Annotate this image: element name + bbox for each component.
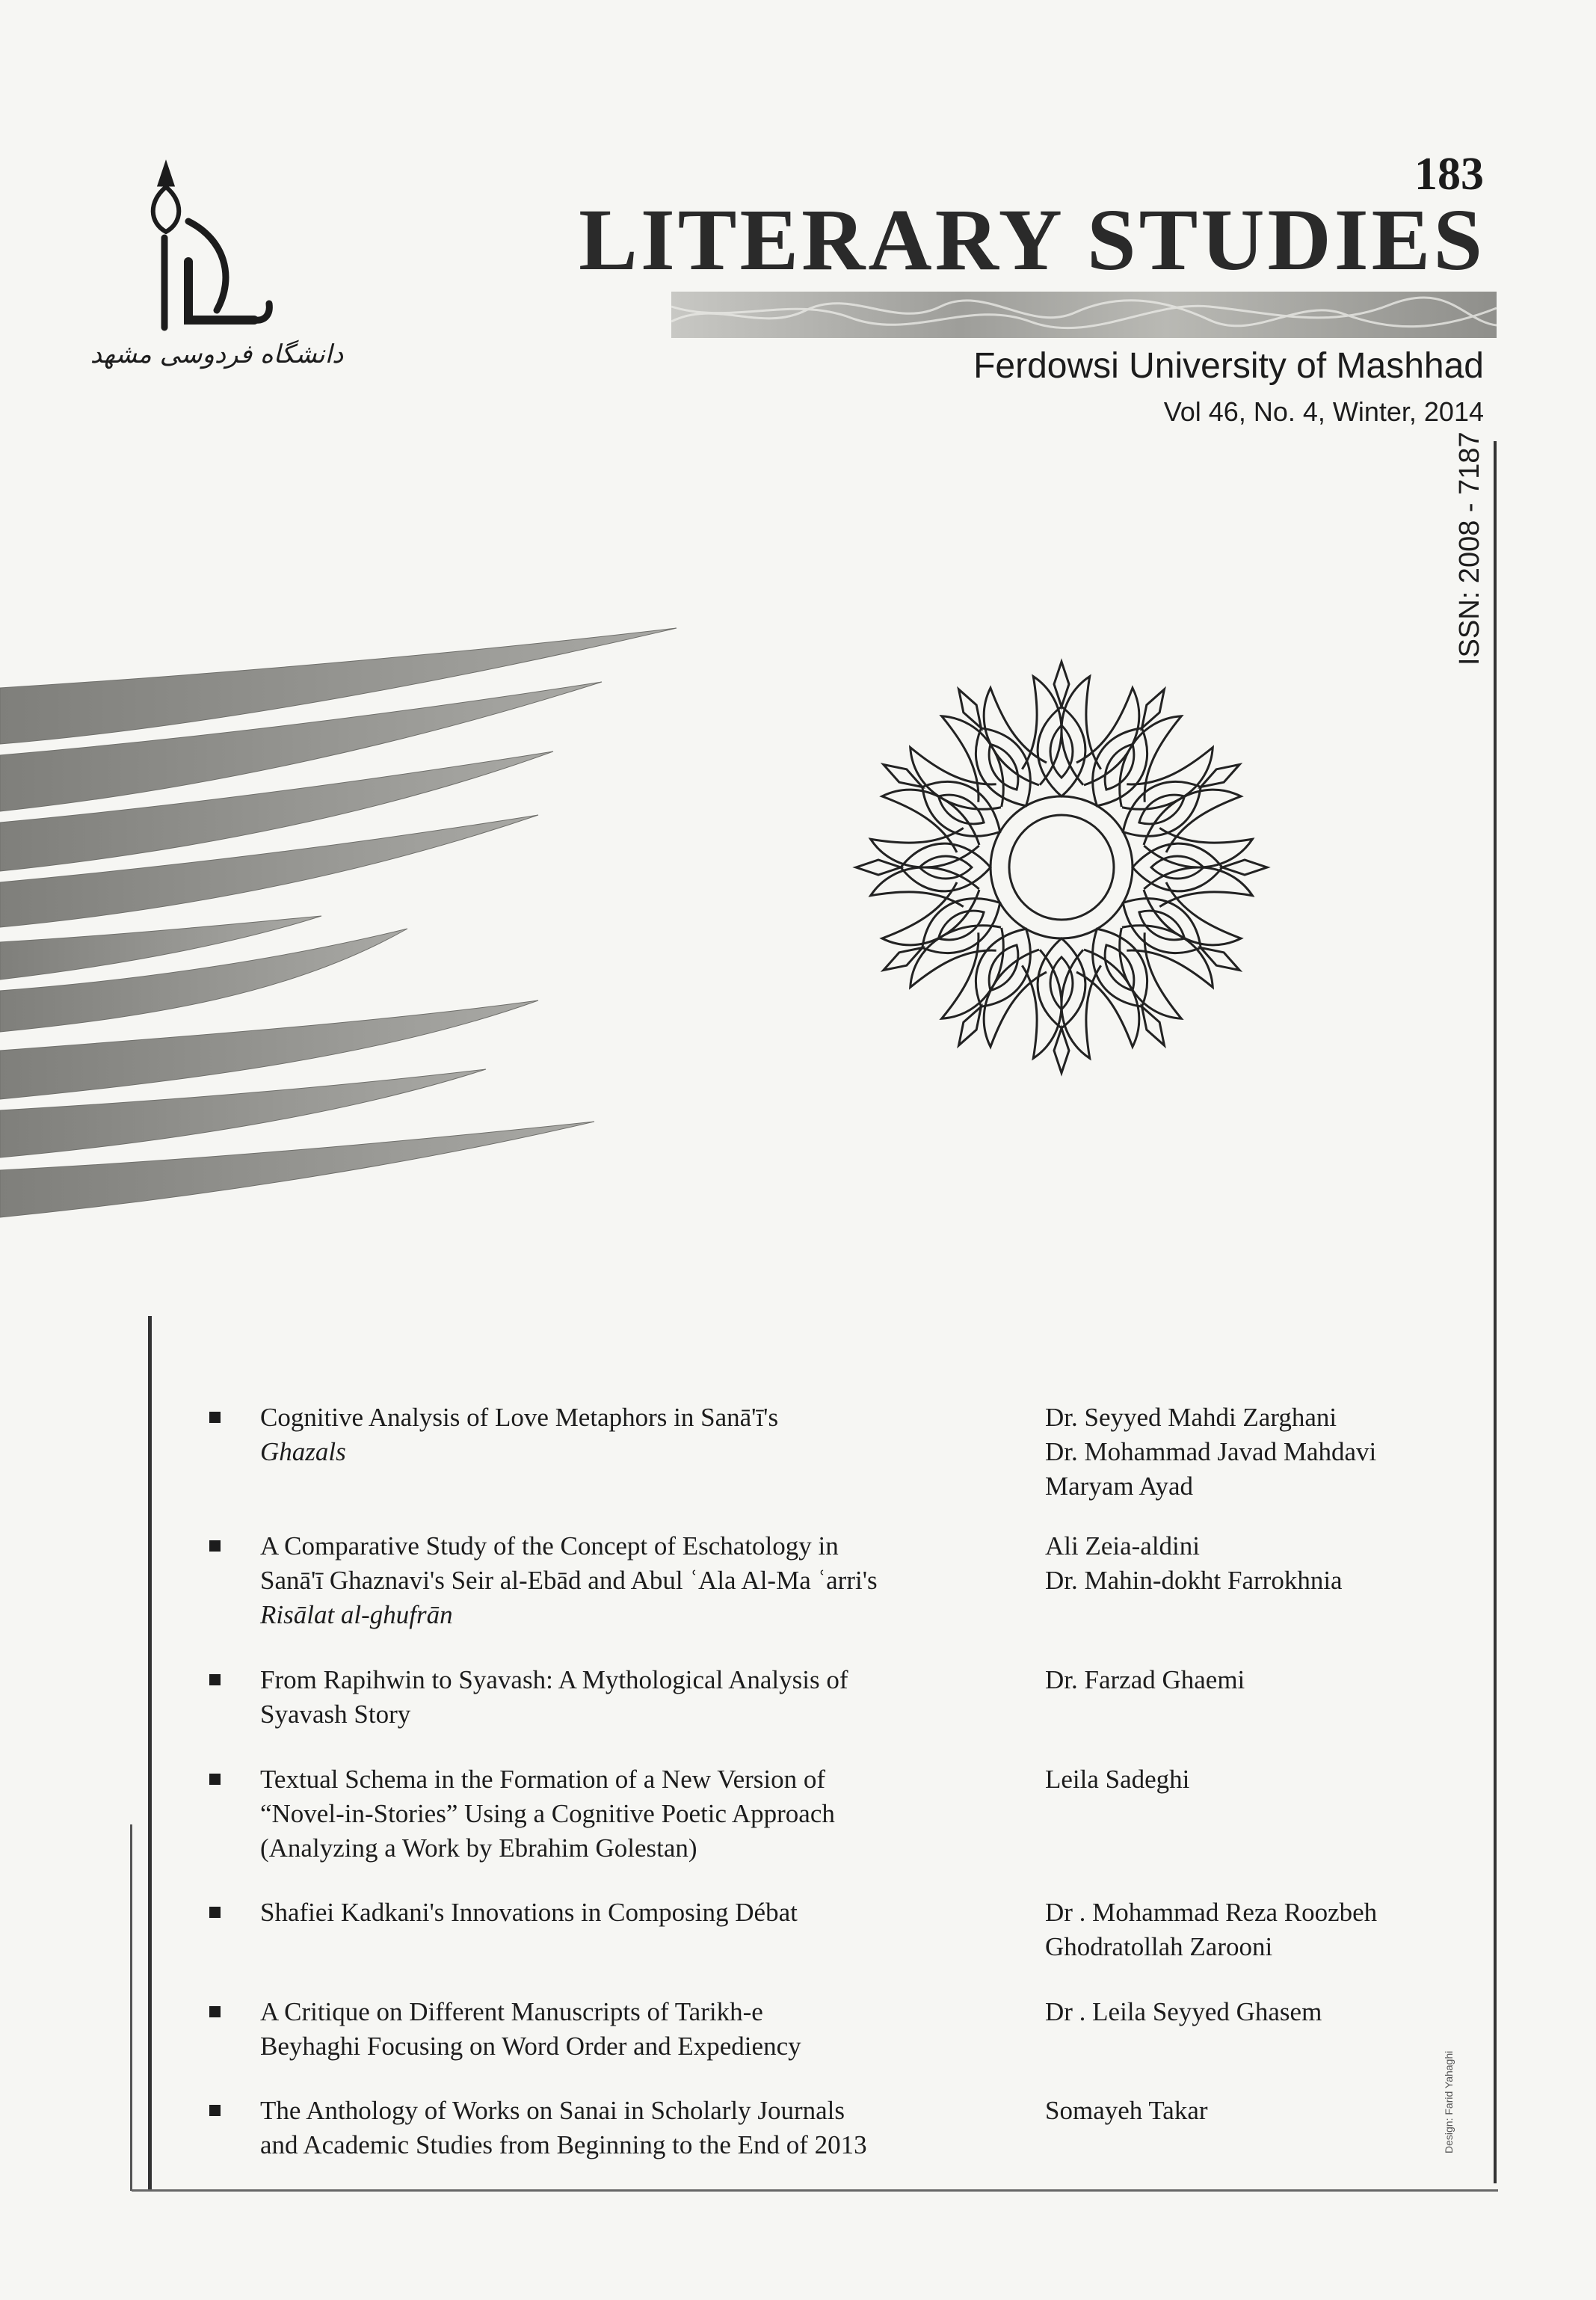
ornament-band bbox=[671, 292, 1497, 338]
issn: ISSN: 2008 - 7187 bbox=[1454, 431, 1485, 665]
article-authors: Dr . Mohammad Reza Roozbeh Ghodratollah Zarooni bbox=[1045, 1898, 1378, 1961]
article-title: The Anthology of Works on Sanai in Scholarly Journals and Academic Studies from Beginning to the End of 2013 bbox=[260, 2096, 867, 2159]
article-title: A Comparative Study of the Concept of Eschatology in Sanā'ī Ghaznavi's Seir al-Ebād and Abul ʿAla Al-Ma ʿarri's Risālat al-ghufrān bbox=[260, 1531, 878, 1629]
logo-script-text: دانشگاه فردوسی مشهد bbox=[90, 339, 344, 369]
article-authors: Dr . Leila Seyyed Ghasem bbox=[1045, 1997, 1322, 2026]
bullet-icon bbox=[209, 1540, 221, 1552]
volume-info: Vol 46, No. 4, Winter, 2014 bbox=[1163, 396, 1484, 427]
right-vertical-rule bbox=[1494, 441, 1497, 2183]
article-authors: Ali Zeia-aldini Dr. Mahin-dokht Farrokhnia bbox=[1045, 1531, 1343, 1595]
article-title: From Rapihwin to Syavash: A Mythological Analysis of Syavash Story bbox=[260, 1665, 848, 1729]
bullet-icon bbox=[209, 2105, 221, 2116]
article-authors: Somayeh Takar bbox=[1045, 2096, 1208, 2125]
article-title: Cognitive Analysis of Love Metaphors in Sanā'ī's Ghazals bbox=[260, 1403, 779, 1466]
bottom-rule bbox=[132, 2189, 1498, 2192]
bullet-icon bbox=[209, 1674, 221, 1685]
bullet-icon bbox=[209, 1412, 221, 1423]
ferdowsi-university-logo-icon bbox=[90, 150, 344, 369]
left-secondary-rule bbox=[130, 1824, 132, 2191]
bullet-icon bbox=[209, 2006, 221, 2017]
article-authors: Dr. Farzad Ghaemi bbox=[1045, 1665, 1245, 1694]
left-vertical-rule bbox=[148, 1316, 152, 2191]
article-authors: Leila Sadeghi bbox=[1045, 1765, 1190, 1794]
article-title: Textual Schema in the Formation of a New Version of “Novel-in-Stories” Using a Cognitive Poetic Approach (Analyzing a Work by Ebrahim Golestan) bbox=[260, 1765, 835, 1863]
bullet-icon bbox=[209, 1907, 221, 1918]
article-title: Shafiei Kadkani's Innovations in Composing Débat bbox=[260, 1898, 798, 1927]
article-authors: Dr. Seyyed Mahdi Zarghani Dr. Mohammad Javad Mahdavi Maryam Ayad bbox=[1045, 1403, 1377, 1501]
bullet-icon bbox=[209, 1774, 221, 1785]
issue-number: 183 bbox=[1414, 149, 1484, 200]
journal-title: LITERARY STUDIES bbox=[579, 191, 1485, 289]
article-title: A Critique on Different Manuscripts of Tarikh-e Beyhaghi Focusing on Word Order and Expediency bbox=[260, 1997, 801, 2061]
university-name: Ferdowsi University of Mashhad bbox=[973, 346, 1484, 386]
persian-rosette-ornament bbox=[837, 643, 1286, 1092]
feather-wing-art bbox=[0, 613, 710, 1226]
designer-credit: Design: Farid Yahaghi bbox=[1443, 2050, 1455, 2153]
